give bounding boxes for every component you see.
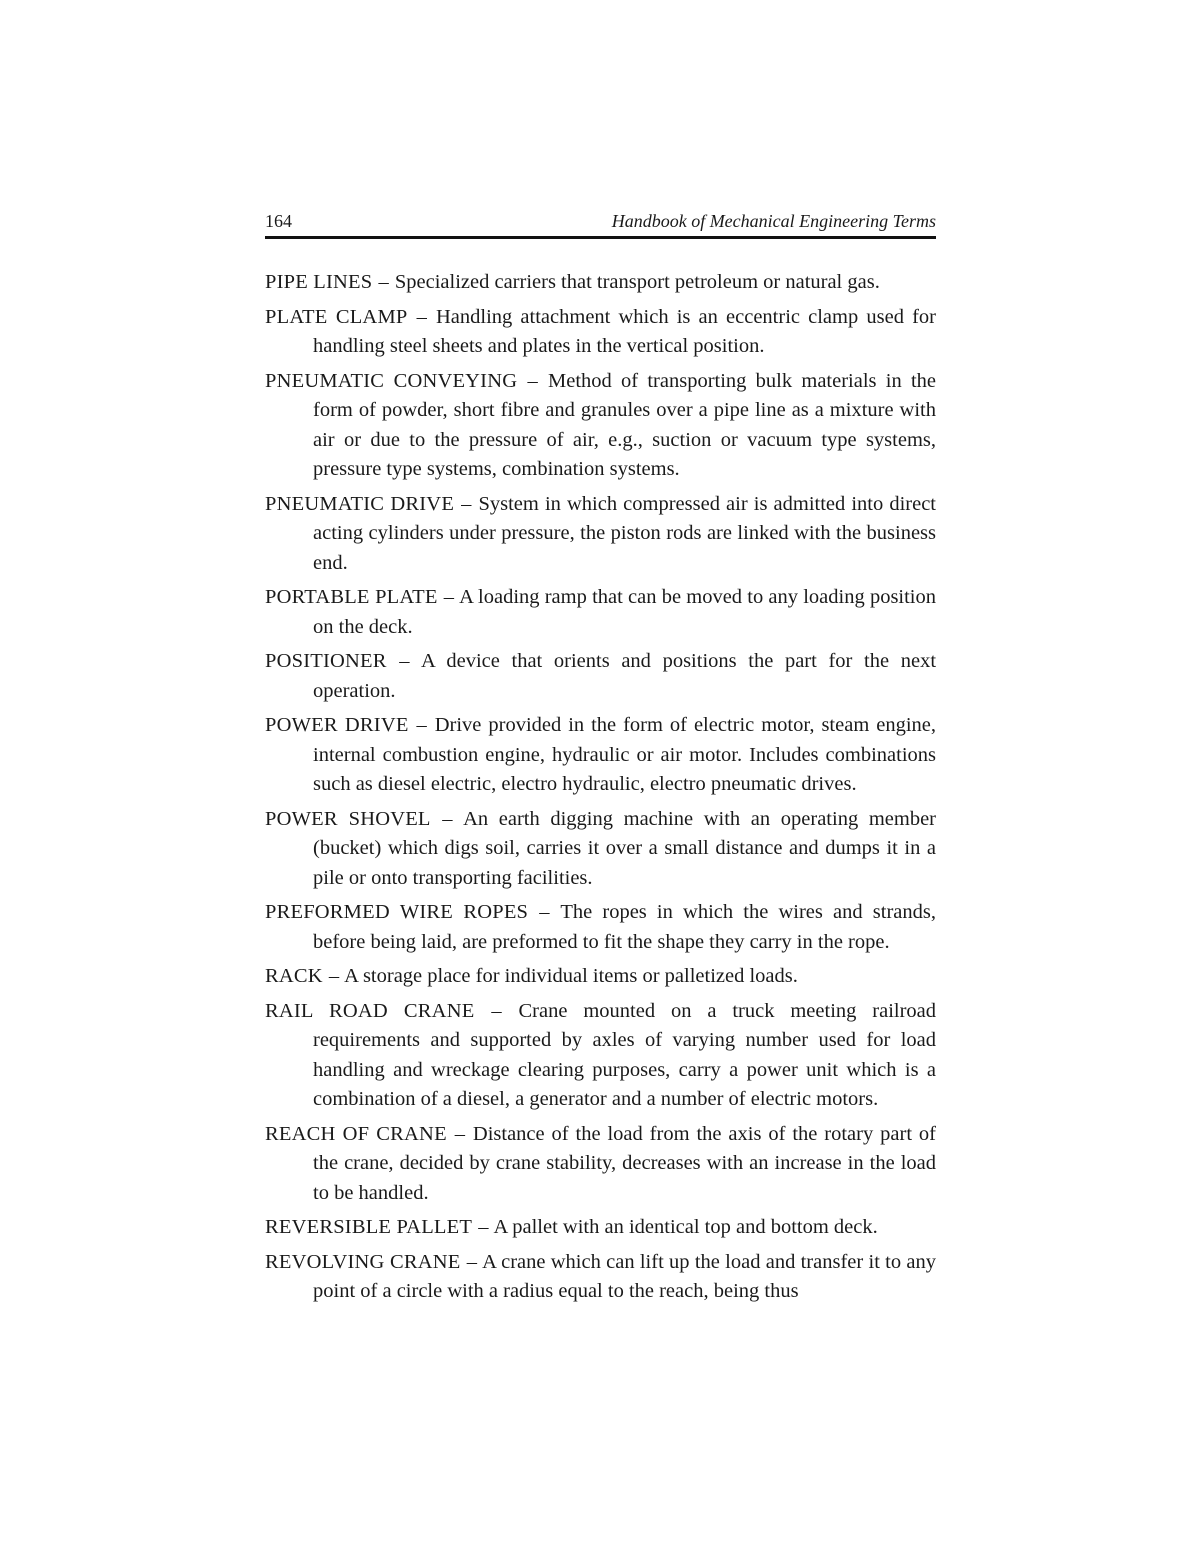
entry-separator: – — [478, 1216, 489, 1238]
entry-definition: A pallet with an identical top and bottom deck. — [493, 1216, 878, 1238]
glossary-entry — [265, 303, 936, 362]
entry-definition: The ropes in which the wires and strands, before being laid, are preformed to fit the shape they carry in the rope. — [313, 901, 936, 953]
entry-term: RACK — [265, 965, 323, 987]
glossary-entry — [265, 1120, 936, 1209]
glossary-entry — [265, 367, 936, 485]
glossary-entry — [265, 711, 936, 800]
entry-term: PORTABLE PLATE — [265, 586, 438, 608]
entry-definition: An earth digging machine with an operating member (bucket) which digs soil, carries it over a small distance and dumps it in a pile or onto transporting facilities. — [313, 807, 937, 889]
entry-term: PIPE LINES — [265, 271, 373, 293]
entry-separator: – — [442, 807, 453, 830]
entry-definition: A storage place for individual items or palletized loads. — [344, 965, 798, 987]
entry-definition: A crane which can lift up the load and transfer it to any point of a circle with a radius equal to the reach, being thus — [313, 1250, 936, 1302]
glossary-entry — [265, 805, 936, 894]
glossary-entry — [265, 647, 936, 706]
running-title: Handbook of Mechanical Engineering Terms — [611, 211, 936, 231]
glossary-entry — [265, 268, 936, 298]
entry-term: REVERSIBLE PALLET — [265, 1216, 473, 1238]
glossary-entry — [265, 997, 936, 1115]
entry-separator: – — [399, 650, 410, 672]
glossary-entry — [265, 1248, 936, 1307]
entry-separator: – — [378, 271, 389, 293]
entry-term: RAIL ROAD CRANE — [265, 999, 475, 1022]
entry-definition: A loading ramp that can be moved to any loading position on the deck. — [313, 586, 937, 638]
entry-definition: Handling attachment which is an eccentric clamp used for handling steel sheets and plates in the vertical position. — [313, 305, 936, 357]
entry-term: REACH OF CRANE — [265, 1122, 447, 1145]
page-number: 164 — [265, 211, 292, 231]
entry-definition: Distance of the load from the axis of the rotary part of the crane, decided by crane stability, decreases with an increase in the load to be handled. — [313, 1122, 937, 1204]
entry-definition: Drive provided in the form of electric motor, steam engine, internal combustion engine, hydraulic or air motor. Includes combinations such as diesel electric, electro hydraulic, electro pneumatic drives. — [313, 714, 936, 795]
entry-separator: – — [461, 492, 472, 515]
entry-term: PNEUMATIC CONVEYING — [265, 369, 518, 392]
entry-definition: System in which compressed air is admitted into direct acting cylinders under pressure, the piston rods are linked with the business end. — [313, 492, 936, 574]
entry-definition: A device that orients and positions the part for the next operation. — [313, 650, 937, 702]
entry-term: PLATE CLAMP — [265, 305, 408, 328]
glossary-entries — [265, 268, 936, 1312]
entry-separator: – — [328, 965, 340, 987]
glossary-entry — [265, 898, 936, 957]
entry-definition: Specialized carriers that transport petroleum or natural gas. — [394, 271, 880, 293]
page-header — [265, 208, 936, 239]
entry-term: PNEUMATIC DRIVE — [265, 492, 455, 515]
glossary-entry — [265, 1213, 936, 1243]
entry-term: POWER DRIVE — [265, 714, 409, 736]
glossary-entry — [265, 490, 936, 579]
entry-definition: Crane mounted on a truck meeting railroad requirements and supported by axles of varying number used for load handling and wreckage clearing purposes, carry a power unit which is a combination of a diesel, a generator and a number of electric motors. — [313, 999, 937, 1110]
glossary-entry — [265, 962, 936, 992]
entry-definition: Method of transporting bulk materials in the form of powder, short fibre and granules over a pipe line as a mixture with air or due to the pressure of air, e.g., suction or vacuum type systems, pressure type systems, combination systems. — [313, 369, 937, 480]
entry-term: POWER SHOVEL — [265, 807, 431, 830]
entry-separator: – — [491, 999, 502, 1022]
entry-separator: – — [466, 1250, 477, 1273]
entry-term: PREFORMED WIRE ROPES — [265, 901, 529, 923]
entry-separator: – — [416, 305, 427, 328]
entry-term: REVOLVING CRANE — [265, 1250, 461, 1273]
entry-term: POSITIONER — [265, 650, 387, 672]
glossary-entry — [265, 583, 936, 642]
entry-separator: – — [416, 714, 427, 736]
entry-separator: – — [454, 1122, 465, 1145]
entry-separator: – — [527, 369, 538, 392]
entry-separator: – — [539, 901, 550, 923]
entry-separator: – — [443, 586, 455, 608]
